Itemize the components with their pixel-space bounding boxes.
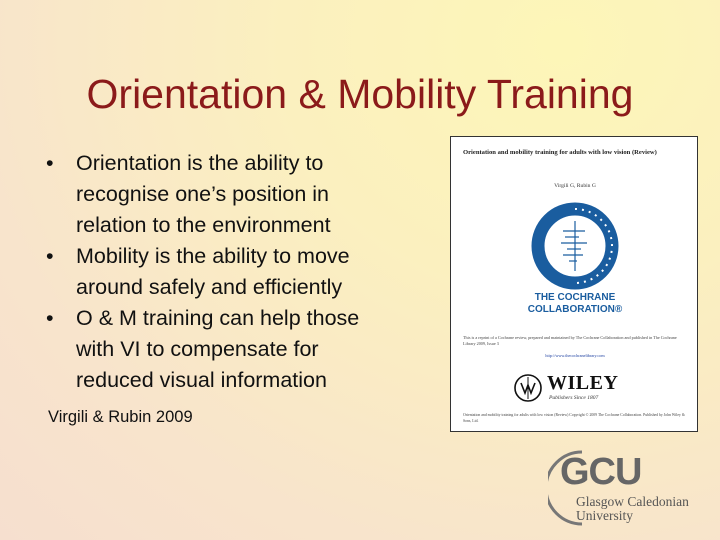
bullet-line: O & M training can help those: [76, 306, 360, 330]
cochrane-collaboration-label: [451, 292, 699, 316]
bullet-list: [46, 148, 416, 396]
citation: Virgili & Rubin 2009: [48, 408, 193, 426]
bullet-item: [46, 148, 416, 241]
cover-authors: Virgili G, Rubin G: [554, 183, 596, 189]
cochrane-logo-icon: [517, 201, 633, 291]
review-cover-image: [450, 136, 698, 432]
wiley-logo: [513, 369, 643, 409]
gcu-name-line2: University: [576, 508, 633, 523]
cover-paragraph: This is a reprint of a Cochrane review, prepared and maintained by The Cochrane Collaboration and published in The Cochrane Library 2009, Issue 3: [463, 335, 677, 346]
gcu-name-line1: Glasgow Caledonian: [576, 494, 689, 509]
slide-title: Orientation & Mobility Training: [86, 71, 634, 117]
wiley-wordmark: WILEY: [547, 372, 619, 394]
cover-url: http://www.thecochranelibrary.com: [545, 353, 605, 358]
bullet-marker: •: [46, 244, 54, 268]
bullet-line: with VI to compensate for: [76, 337, 319, 361]
bullet-line: Orientation is the ability to: [76, 151, 324, 175]
bullet-marker: •: [46, 306, 54, 330]
cover-footer: Orientation and mobility training for adults with low vision (Review) Copyright © 2009 The Cochrane Collaboration. Published by John Wiley & Sons, Ltd.: [463, 413, 685, 423]
gcu-logo: [548, 446, 698, 524]
bullet-line: Mobility is the ability to move: [76, 244, 350, 268]
bullet-item: [46, 241, 416, 303]
wiley-tagline: Publishers Since 1807: [549, 395, 599, 401]
collab-line: THE COCHRANE: [534, 292, 616, 303]
bullet-line: reduced visual information: [76, 368, 327, 392]
cover-title: Orientation and mobility training for adults with low vision (Review): [463, 149, 657, 156]
bullet-line: relation to the environment: [76, 213, 331, 237]
wiley-emblem-icon: [513, 373, 543, 403]
bullet-item: [46, 303, 416, 396]
bullet-marker: •: [46, 151, 54, 175]
gcu-letters: GCU: [560, 451, 642, 493]
bullet-line: around safely and efficiently: [76, 275, 343, 299]
collab-line: COLLABORATION®: [527, 304, 623, 315]
bullet-line: recognise one’s position in: [76, 182, 329, 206]
